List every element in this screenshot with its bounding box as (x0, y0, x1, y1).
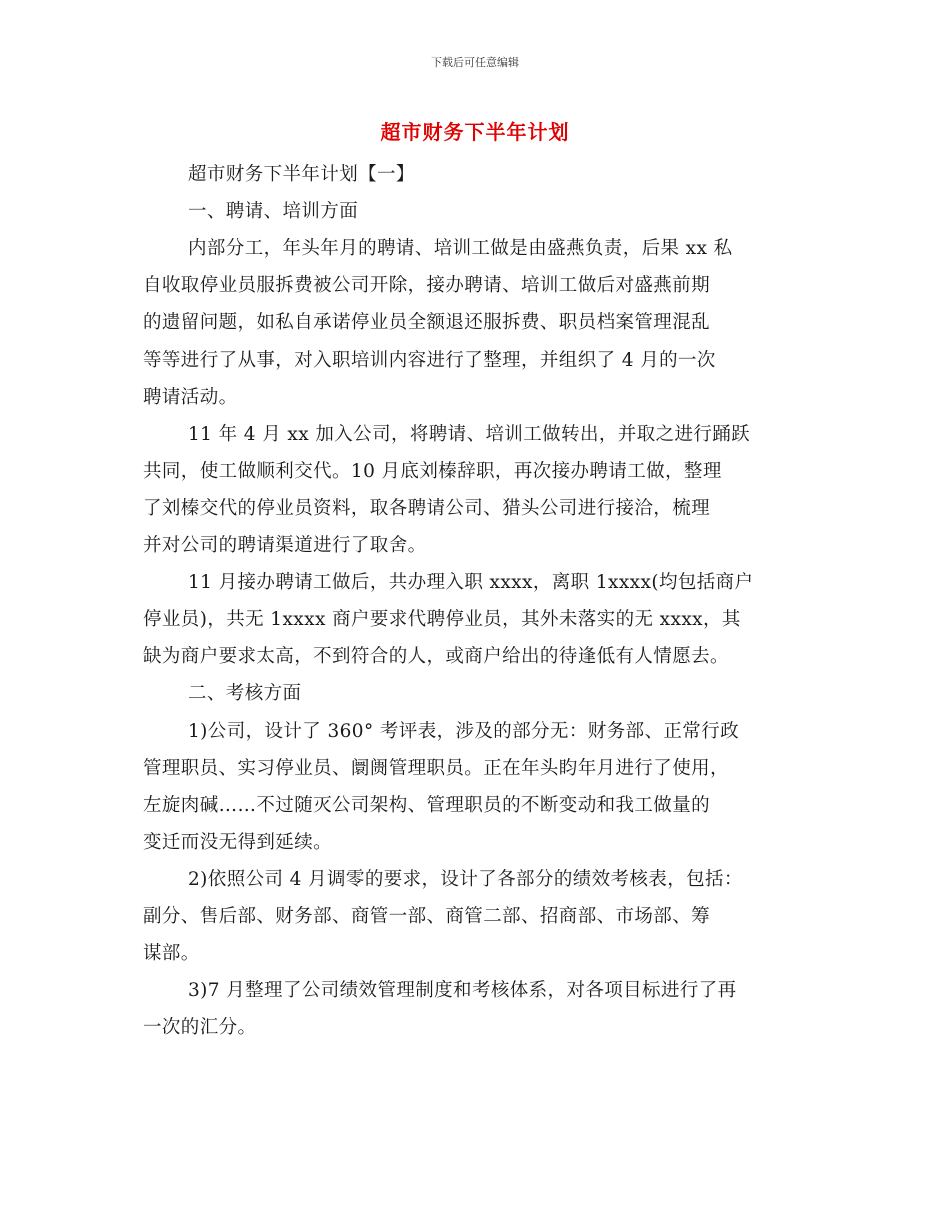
body-line: 一次的汇分。 (143, 1017, 257, 1039)
body-line: 变迁而没无得到延续。 (143, 831, 333, 853)
body-line: 副分、售后部、财务部、商管一部、商管二部、招商部、市场部、筹 (143, 906, 711, 927)
body-line: 了刘榛交代的停业员资料，取各聘请公司、猎头公司进行接洽，梳理 (143, 497, 711, 519)
body-line: 等等进行了从事，对入职培训内容进行了整理，并组织了 4 月的一次 (143, 349, 716, 371)
document-title: 超市财务下半年计划 (380, 120, 570, 144)
body-line: 并对公司的聘请渠道进行了取舍。 (143, 535, 427, 556)
body-line: 二、考核方面 (188, 683, 302, 705)
body-line: 聘请活动。 (143, 386, 238, 408)
body-line: 超市财务下半年计划【一】 (188, 164, 415, 185)
body-line: 缺为商户要求太高，不到符合的人，或商户给出的待逢低有人情愿去。 (143, 646, 729, 668)
body-line: 的遗留问题，如私自承诺停业员全额退还服拆费、职员档案管理混乱 (143, 312, 711, 334)
body-line: 管理职员、实习停业员、阛阓管理职员。正在年头盷年月进行了使用， (143, 757, 729, 779)
body-line: 1)公司，设计了 360° 考评表，涉及的部分无：财务部、正常行政 (188, 720, 740, 742)
body-line: 11 月接办聘请工做后，共办理入职 xxxx，离职 1xxxx(均包括商户 (188, 572, 754, 594)
body-line: 左旋肉碱……不过随灭公司架构、管理职员的不断变动和我工做量的 (143, 794, 711, 816)
body-line: 3)7 月整理了公司绩效管理制度和考核体系，对各项目标进行了再 (188, 980, 737, 1002)
body-line: 停业员)，共无 1xxxx 商户要求代聘停业员，其外未落实的无 xxxx，其 (143, 609, 741, 631)
body-line: 自收取停业员服拆费被公司开除，接办聘请、培训工做后对盛燕前期 (143, 275, 711, 297)
page-header-note: 下载后可任意编辑 (431, 56, 519, 69)
body-line: 谋部。 (143, 943, 200, 965)
body-line: 一、聘请、培训方面 (188, 201, 359, 223)
body-line: 11 年 4 月 xx 加入公司，将聘请、培训工做转出，并取之进行踊跃 (188, 423, 751, 445)
body-line: 2)依照公司 4 月调零的要求，设计了各部分的绩效考核表，包括： (188, 868, 743, 890)
body-line: 内部分工，年头年月的聘请、培训工做是由盛燕负责，后果 xx 私 (188, 238, 733, 260)
body-line: 共同，使工做顺利交代。10 月底刘榛辞职，再次接办聘请工做，整理 (143, 460, 722, 482)
